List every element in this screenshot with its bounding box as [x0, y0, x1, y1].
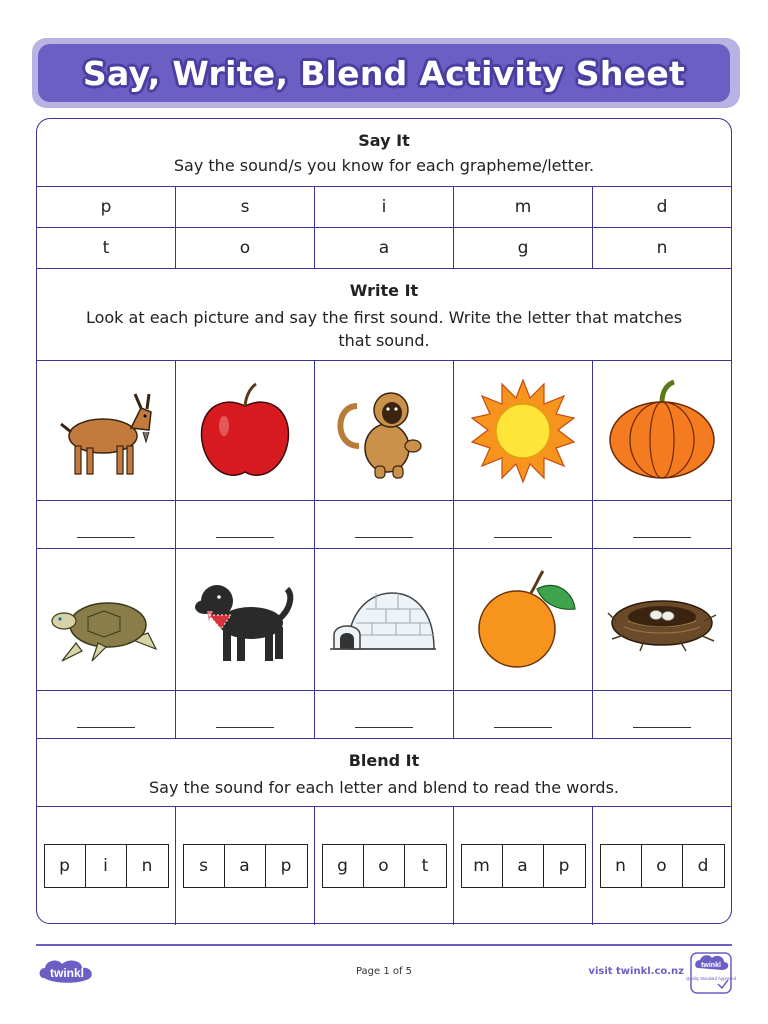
pumpkin-icon: [604, 376, 720, 486]
answer-line-cell[interactable]: [315, 691, 454, 738]
say-it-header: [37, 119, 731, 187]
blend-word-cell: [37, 807, 176, 925]
answer-row-2: [37, 691, 731, 739]
write-it-header: [37, 269, 731, 361]
blend-word-cell: [315, 807, 454, 925]
monkey-icon: [329, 376, 439, 486]
blend-letter: n: [141, 856, 153, 876]
blend-letter: d: [697, 856, 709, 876]
answer-line-cell[interactable]: [176, 691, 315, 738]
badge-caption: Quality Standard Approved: [685, 976, 737, 981]
igloo-icon: [326, 565, 442, 675]
blend-it-instruction: Say the sound for each letter and blend to read the words.: [149, 778, 619, 797]
answer-line: [494, 727, 552, 728]
blend-letter: p: [558, 856, 570, 876]
goat-picture-cell: [37, 361, 176, 500]
blend-letter: p: [45, 845, 86, 887]
blend-letter: n: [601, 845, 642, 887]
blend-word-cell: [454, 807, 593, 925]
sun-picture-cell: [454, 361, 593, 500]
pumpkin-picture-cell: [593, 361, 731, 500]
pictures-row-1: [37, 361, 731, 501]
grapheme-cell: g: [454, 228, 593, 268]
turtle-picture-cell: [37, 549, 176, 690]
apple-picture-cell: [176, 361, 315, 500]
say-it-heading: Say It: [358, 131, 410, 150]
badge-logo-text: twinkl: [701, 962, 721, 969]
answer-line: [494, 537, 552, 538]
pictures-row-2: [37, 549, 731, 691]
blend-letter: a: [503, 845, 544, 887]
answer-line: [216, 537, 274, 538]
answer-row-1: [37, 501, 731, 549]
write-it-heading: Write It: [349, 281, 419, 300]
answer-line-cell[interactable]: [454, 501, 593, 548]
blend-word-cell: [593, 807, 731, 925]
answer-line-cell[interactable]: [454, 691, 593, 738]
blend-word-got: [322, 844, 447, 888]
apple-icon: [190, 376, 300, 486]
grapheme-cell: a: [315, 228, 454, 268]
say-it-instruction: Say the sound/s you know for each grapheme/letter.: [173, 156, 595, 175]
blend-it-heading: Blend It: [348, 751, 420, 770]
title-banner: [38, 44, 730, 102]
footer-divider: [36, 944, 732, 946]
page-title: Say, Write, Blend Activity Sheet: [82, 53, 686, 93]
answer-line: [77, 537, 135, 538]
nest-icon: [604, 565, 720, 675]
sun-icon: [468, 376, 578, 486]
grapheme-cell: i: [315, 187, 454, 227]
nest-picture-cell: [593, 549, 731, 690]
answer-line-cell[interactable]: [593, 501, 731, 548]
blend-it-header: [37, 739, 731, 807]
igloo-picture-cell: [315, 549, 454, 690]
grapheme-cell: n: [656, 238, 668, 258]
grapheme-cell: o: [176, 228, 315, 268]
monkey-picture-cell: [315, 361, 454, 500]
blend-word-nod: [600, 844, 725, 888]
activity-sheet: [36, 118, 732, 924]
answer-line-cell[interactable]: [593, 691, 731, 738]
blend-word-cell: [176, 807, 315, 925]
blend-word-sap: [183, 844, 308, 888]
grapheme-cell: t: [37, 228, 176, 268]
page-number: Page 1 of 5: [355, 966, 413, 977]
grapheme-cell: s: [176, 187, 315, 227]
blend-word-map: [461, 844, 586, 888]
blend-letter: s: [184, 845, 225, 887]
say-it-row-2: [37, 228, 731, 269]
orange-icon: [465, 565, 581, 675]
blend-letter: m: [462, 845, 503, 887]
answer-line-cell[interactable]: [37, 691, 176, 738]
blend-letter: t: [421, 856, 429, 876]
visit-link[interactable]: visit twinkl.co.nz: [588, 966, 684, 977]
orange-picture-cell: [454, 549, 593, 690]
grapheme-cell: m: [454, 187, 593, 227]
write-it-instruction: Look at each picture and say the first sound. Write the letter that matches that sound.: [85, 308, 683, 350]
answer-line: [216, 727, 274, 728]
quality-badge-icon: [685, 952, 737, 994]
answer-line: [355, 537, 413, 538]
blend-word-pin: [44, 844, 169, 888]
answer-line: [77, 727, 135, 728]
blend-letter: g: [323, 845, 364, 887]
say-it-row-1: [37, 187, 731, 228]
dog-picture-cell: [176, 549, 315, 690]
turtle-icon: [48, 565, 164, 675]
answer-line-cell[interactable]: [315, 501, 454, 548]
answer-line: [355, 727, 413, 728]
grapheme-cell: p: [37, 187, 176, 227]
answer-line-cell[interactable]: [176, 501, 315, 548]
blend-letter: a: [225, 845, 266, 887]
answer-line-cell[interactable]: [37, 501, 176, 548]
dog-icon: [187, 565, 303, 675]
blend-letter: o: [642, 845, 683, 887]
goat-icon: [51, 376, 161, 486]
blend-letter: o: [364, 845, 405, 887]
answer-line: [633, 727, 691, 728]
twinkl-logo-text: twinkl: [49, 966, 85, 980]
blend-letter: i: [86, 845, 127, 887]
answer-line: [633, 537, 691, 538]
blend-row: [37, 807, 731, 925]
grapheme-cell: d: [656, 197, 668, 217]
blend-letter: p: [280, 856, 292, 876]
